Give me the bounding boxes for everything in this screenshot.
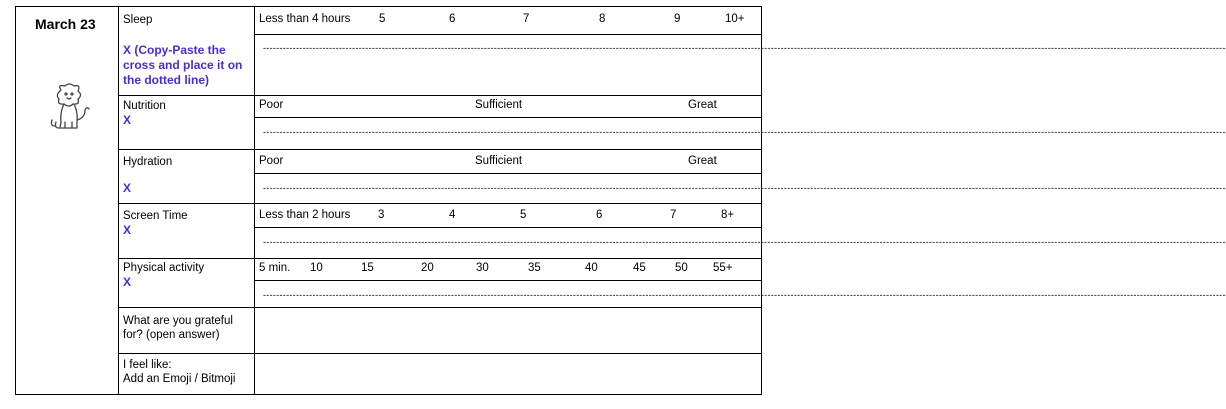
option-divider xyxy=(254,280,761,281)
row-label-nutrition xyxy=(123,99,166,128)
row-divider xyxy=(118,203,761,204)
nutrition-option: Poor xyxy=(259,99,284,111)
row-divider xyxy=(118,149,761,150)
screen-time-option: Less than 2 hours xyxy=(259,209,351,221)
row-divider xyxy=(118,258,761,259)
activity-option: 55+ xyxy=(713,262,733,274)
sleep-option: 7 xyxy=(523,13,530,25)
grateful-answer-cell[interactable] xyxy=(255,308,762,353)
row-label-sleep: Sleep xyxy=(123,14,153,26)
sleep-dotted-line[interactable]: ---------------------------------------------------------------------------------------------------------------------------------------------------------------------------------------------------------------------------------------------------------------------------------------------------- xyxy=(263,43,1226,53)
activity-option: 20 xyxy=(421,262,434,274)
nutrition-dotted-line[interactable]: ---------------------------------------------------------------------------------------------------------------------------------------------------------------------------------------------------------------------------------------------------------------------------------------------------- xyxy=(263,127,1226,137)
sleep-option: Less than 4 hours xyxy=(259,13,351,25)
screen-time-option: 7 xyxy=(670,209,677,221)
instruction-text: X (Copy-Paste the cross and place it on the dotted line) xyxy=(123,43,243,87)
activity-dotted-line[interactable]: ---------------------------------------------------------------------------------------------------------------------------------------------------------------------------------------------------------------------------------------------------------------------------------------------------- xyxy=(263,290,1226,300)
row-label-grateful: What are you grateful for? (open answer) xyxy=(123,315,233,341)
hydration-dotted-line[interactable]: ---------------------------------------------------------------------------------------------------------------------------------------------------------------------------------------------------------------------------------------------------------------------------------------------------- xyxy=(263,183,1226,193)
option-divider xyxy=(254,227,761,228)
hydration-option: Great xyxy=(688,155,717,167)
activity-option: 10 xyxy=(310,262,323,274)
hydration-option: Sufficient xyxy=(475,155,523,167)
screen-time-option: 3 xyxy=(378,209,385,221)
row-label-feel-like: I feel like: Add an Emoji / Bitmoji xyxy=(123,359,236,385)
row-divider xyxy=(118,95,761,96)
activity-option: 40 xyxy=(585,262,598,274)
screen-time-dotted-line[interactable]: ---------------------------------------------------------------------------------------------------------------------------------------------------------------------------------------------------------------------------------------------------------------------------------------------------- xyxy=(263,237,1226,247)
column-divider-date xyxy=(118,7,119,394)
nutrition-option: Great xyxy=(688,99,717,111)
journal-sheet xyxy=(15,6,1226,395)
hydration-option: Poor xyxy=(259,155,284,167)
nutrition-option: Sufficient xyxy=(475,99,523,111)
screen-time-option: 8+ xyxy=(721,209,735,221)
option-divider xyxy=(254,173,761,174)
hydration-mark[interactable]: X xyxy=(123,181,132,195)
option-divider xyxy=(254,34,761,35)
row-label-hydration: Hydration xyxy=(123,156,173,168)
sleep-option: 6 xyxy=(449,13,456,25)
activity-option: 30 xyxy=(476,262,489,274)
sleep-option: 5 xyxy=(379,13,386,25)
lion-icon xyxy=(47,82,93,132)
nutrition-label: Nutrition xyxy=(123,100,166,112)
screen-time-label: Screen Time xyxy=(123,210,188,222)
physical-activity-mark[interactable]: X xyxy=(123,275,132,289)
screen-time-option: 6 xyxy=(596,209,603,221)
activity-option: 45 xyxy=(633,262,646,274)
option-divider xyxy=(254,117,761,118)
physical-activity-label: Physical activity xyxy=(123,262,205,274)
nutrition-mark[interactable]: X xyxy=(123,113,132,127)
screen-time-option: 5 xyxy=(520,209,527,221)
screen-time-option: 4 xyxy=(449,209,456,221)
activity-option: 50 xyxy=(675,262,688,274)
emoji-answer-cell[interactable] xyxy=(255,354,762,395)
row-label-screen-time xyxy=(123,209,188,238)
row-label-physical-activity xyxy=(123,261,204,290)
screen-time-mark[interactable]: X xyxy=(123,223,132,237)
activity-option: 5 min. xyxy=(259,262,291,274)
sleep-option: 10+ xyxy=(725,13,745,25)
sleep-option: 9 xyxy=(674,13,681,25)
date-label: March 23 xyxy=(35,16,96,32)
activity-option: 35 xyxy=(528,262,541,274)
sleep-option: 8 xyxy=(599,13,606,25)
activity-option: 15 xyxy=(361,262,374,274)
